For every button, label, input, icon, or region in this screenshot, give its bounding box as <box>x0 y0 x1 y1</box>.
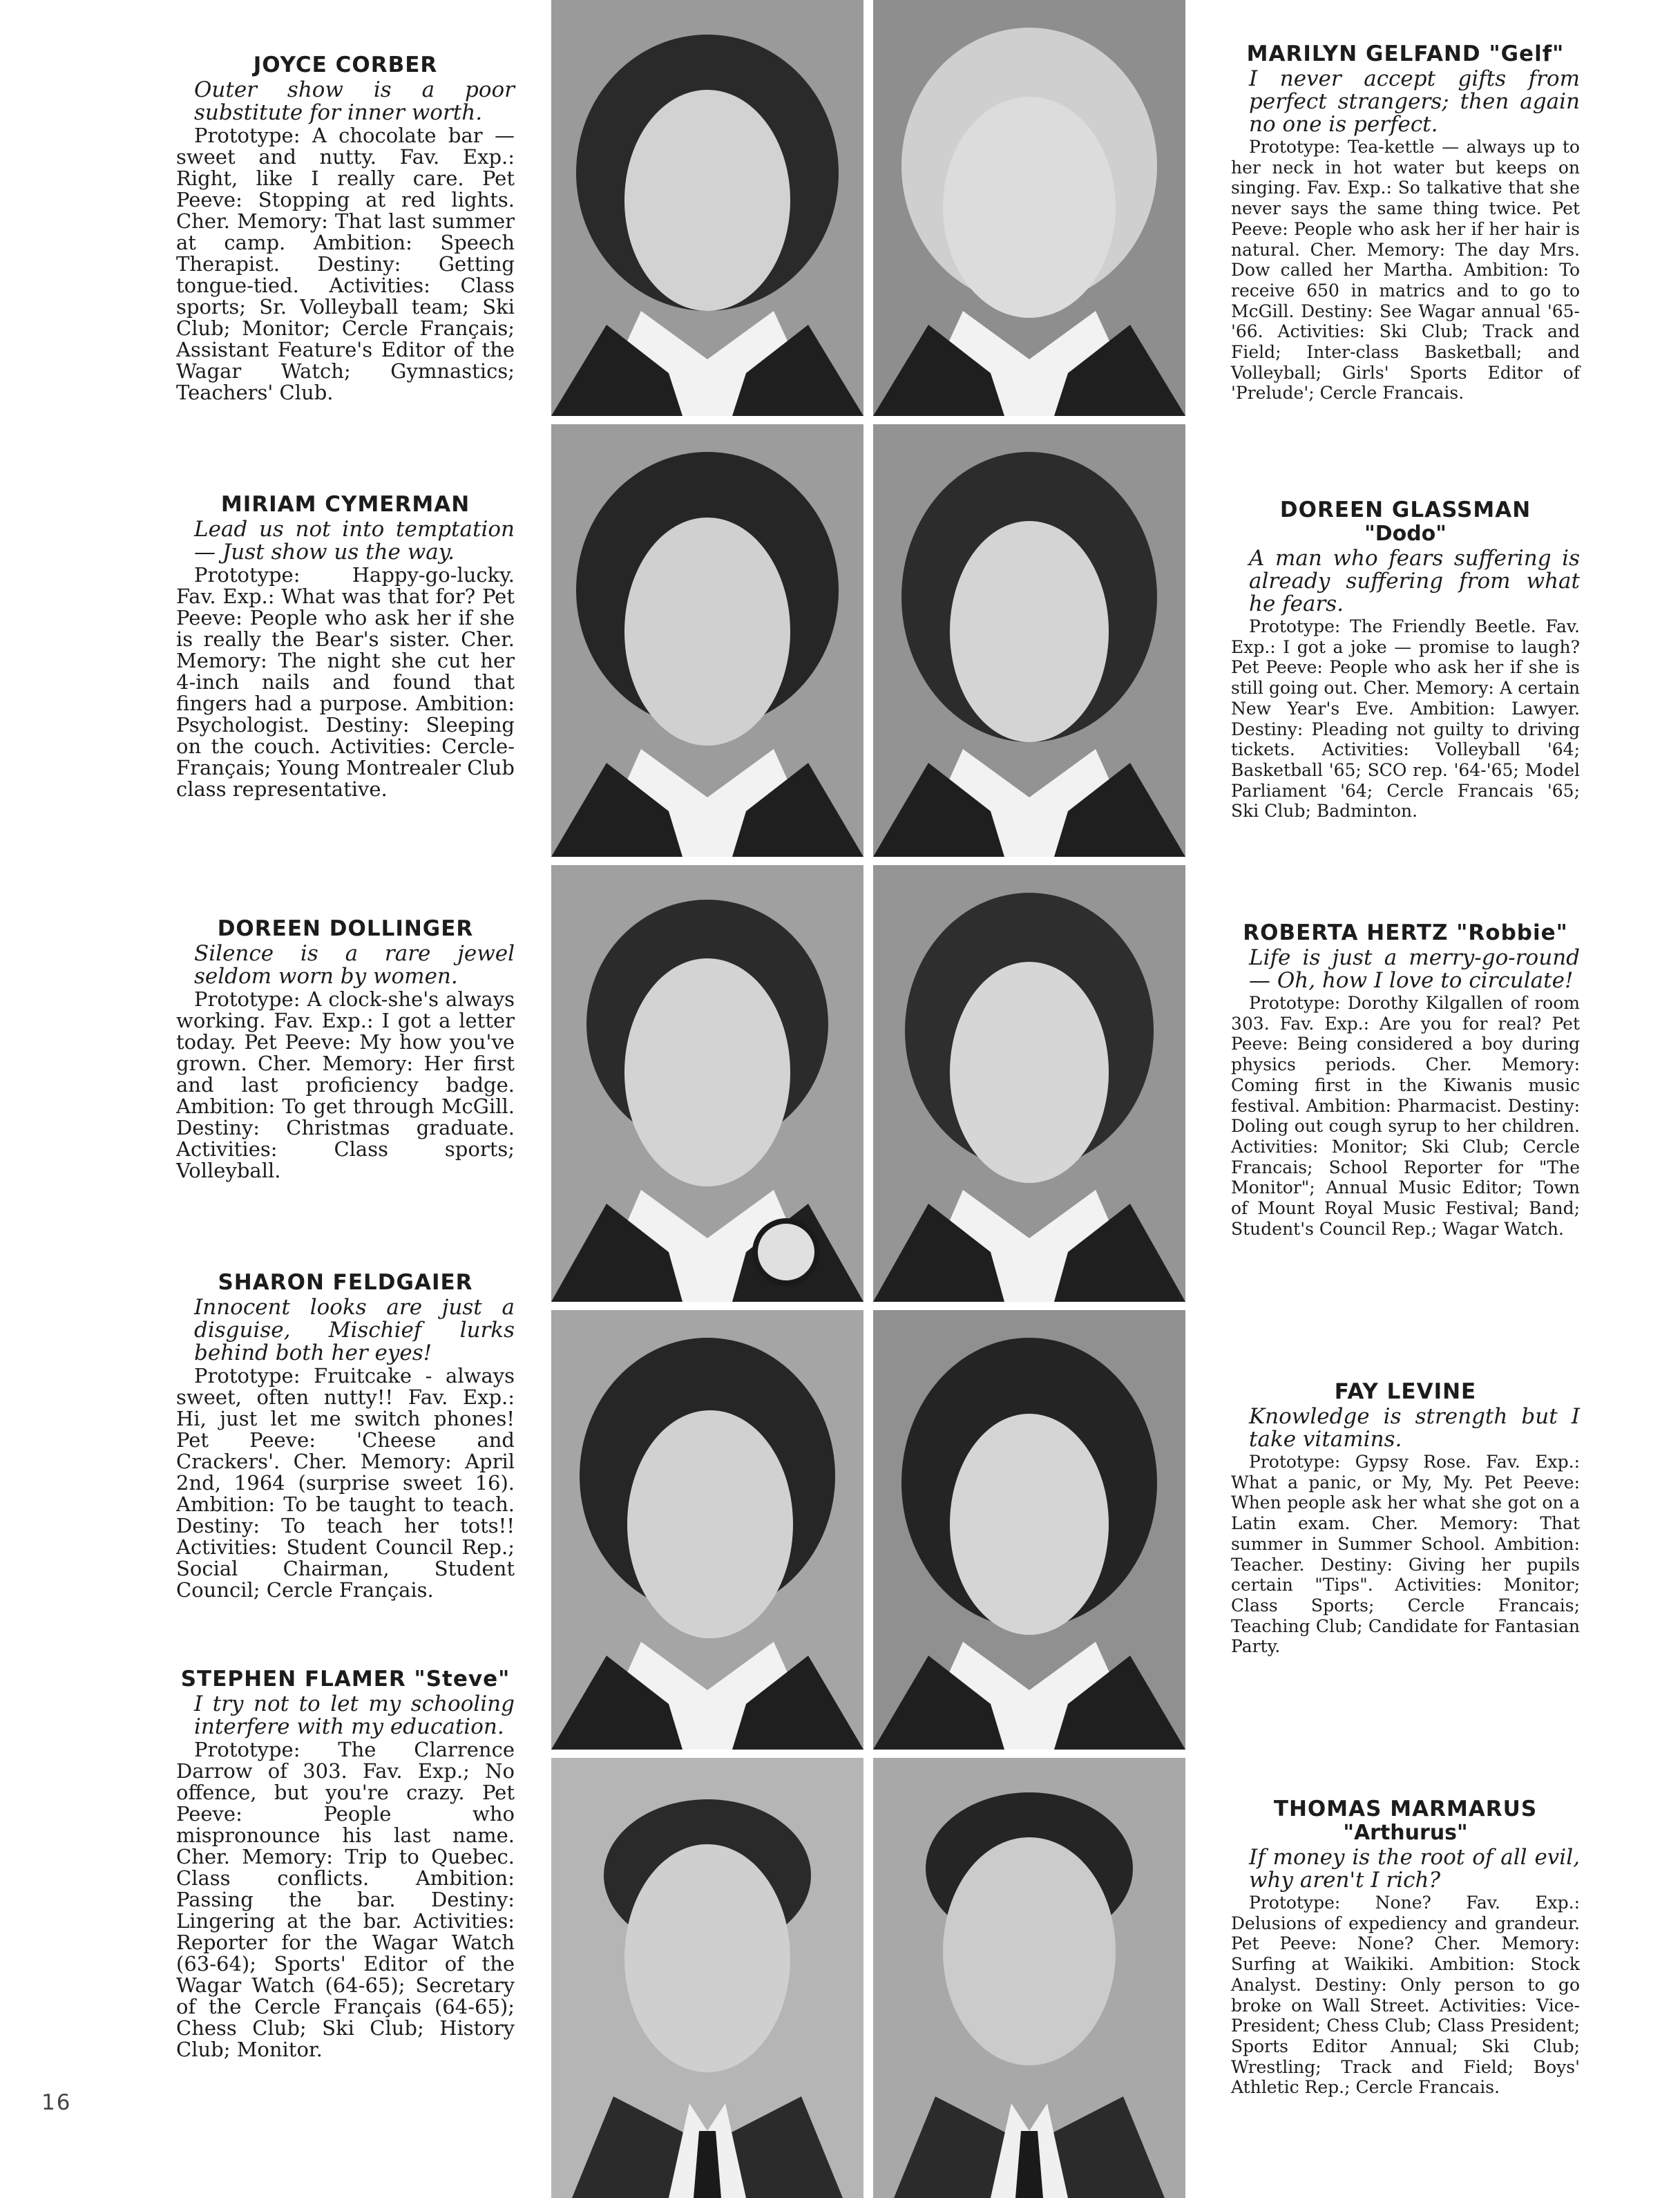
portrait-photo <box>551 424 863 857</box>
portrait-image <box>873 1758 1185 2198</box>
student-name: THOMAS MARMARUS <box>1273 1797 1538 1821</box>
student-quote: I never accept gifts from perfect strangers; then again no one is perfect. <box>1249 66 1580 137</box>
entry-fay-levine <box>1231 1379 1580 1657</box>
page-number: 16 <box>41 2090 72 2115</box>
portrait-photo <box>873 865 1185 1302</box>
portrait-photo <box>551 865 863 1302</box>
student-bio: Prototype: A clock-she's always working. Fav. Exp.: I got a letter today. Pet Peeve: My how you've grown. Cher. Memory: Her first and last proficiency badge. Ambition: To get through McGill. Destiny: Christmas graduate. Activities: Class sports; Volleyball. <box>176 987 515 1182</box>
entry-joyce-corber <box>176 53 515 404</box>
student-name: MARILYN GELFAND "Gelf" <box>1246 41 1565 66</box>
portrait-photo <box>873 1758 1185 2198</box>
student-quote: Silence is a rare jewel seldom worn by women. <box>194 941 515 989</box>
student-bio: Prototype: Fruitcake - always sweet, often nutty!! Fav. Exp.: Hi, just let me switch phones! Pet Peeve: 'Cheese and Crackers'. Cher. Memory: April 2nd, 1964 (surprise sweet 16). Ambition: To be taught to teach. Destiny: To teach her tots!! Activities: Student Council Rep.; Social Chairman, Student Council; Cercle Français. <box>176 1364 515 1602</box>
portrait-photo <box>873 424 1185 857</box>
student-bio: Prototype: Tea-kettle — always up to her neck in hot water but keeps on singing. Fav. Exp.: So talkative that she never says the same thing twice. Pet Peeve: People who ask her if her hair is natural. Cher. Memory: The day Mrs. Dow called her Martha. Ambition: To receive 650 in matrics and to go to McGill. Destiny: See Wagar annual '65-'66. Activities: Ski Club; Track and Field; Inter-class Basketball; and Volleyball; Girls' Sports Editor of 'Prelude'; Cercle Francais. <box>1231 137 1580 404</box>
entry-doreen-dollinger <box>176 916 515 1182</box>
portrait-photo <box>551 1758 863 2198</box>
student-quote: I try not to let my schooling interfere with my education. <box>194 1692 515 1739</box>
entry-thomas-marmarus <box>1231 1797 1580 2098</box>
student-bio: Prototype: Gypsy Rose. Fav. Exp.: What a panic, or My, My. Pet Peeve: When people ask her what she got on a Latin exam. Cher. Memory: That summer in Summer School. Ambition: Teacher. Destiny: Giving her pupils certain "Tips". Activities: Monitor; Class Sports; Cercle Francais; Teaching Club; Candidate for Fantasian Party. <box>1231 1452 1580 1657</box>
student-quote: If money is the root of all evil, why aren't I rich? <box>1249 1845 1580 1893</box>
student-name: STEPHEN FLAMER "Steve" <box>180 1667 510 1692</box>
portrait-image <box>551 0 863 416</box>
entry-stephen-flamer <box>176 1667 515 2060</box>
portrait-image <box>873 424 1185 857</box>
portrait-photo <box>873 1310 1185 1750</box>
portrait-image <box>873 0 1185 416</box>
student-bio: Prototype: Happy-go-lucky. Fav. Exp.: What was that for? Pet Peeve: People who ask her if she is really the Bear's sister. Cher. Memory: The night she cut her 4-inch nails and found that fingers had a purpose. Ambition: Psychologist. Destiny: Sleeping on the couch. Activities: Cercle-Français; Young Montrealer Club class representative. <box>176 563 515 801</box>
portrait-photo <box>873 0 1185 416</box>
student-name: ROBERTA HERTZ "Robbie" <box>1243 920 1568 945</box>
student-name: MIRIAM CYMERMAN <box>220 492 470 517</box>
student-bio: Prototype: Dorothy Kilgallen of room 303. Fav. Exp.: Are you for real? Pet Peeve: Being considered a boy during physics periods. Cher. Memory: Coming first in the Kiwanis music festival. Ambition: Pharmacist. Destiny: Doling out cough syrup to her children. Activities: Monitor; Ski Club; Cercle Francais; School Reporter for "The Monitor"; Annual Music Editor; Town of Mount Royal Music Festival; Band; Student's Council Rep.; Wagar Watch. <box>1231 993 1580 1239</box>
portrait-image <box>551 424 863 857</box>
entry-roberta-hertz <box>1231 920 1580 1239</box>
student-name: FAY LEVINE <box>1334 1379 1477 1404</box>
student-name: JOYCE CORBER <box>253 53 438 77</box>
portrait-image <box>551 1310 863 1750</box>
portrait-photo <box>551 0 863 416</box>
student-bio: Prototype: The Friendly Beetle. Fav. Exp.: I got a joke — promise to laugh? Pet Peeve: People who ask her if she is still going out. Cher. Memory: A certain New Year's Eve. Ambition: Lawyer. Destiny: Pleading not guilty to driving tickets. Activities: Volleyball '64; Basketball '65; SCO rep. '64-'65; Model Parliament '64; Cercle Francais '65; Ski Club; Badminton. <box>1231 616 1580 822</box>
entry-miriam-cymerman <box>176 492 515 800</box>
student-name: DOREEN DOLLINGER <box>217 916 474 941</box>
portrait-image <box>873 865 1185 1302</box>
student-bio: Prototype: The Clarrence Darrow of 303. Fav. Exp.; No offence, but you're crazy. Pet Peeve: People who mispronounce his last name. Cher. Memory: Trip to Quebec. Class conflicts. Ambition: Passing the bar. Destiny: Lingering at the bar. Activities: Reporter for the Wagar Watch (63-64); Sports' Editor of the Wagar Watch (64-65); Secretary of the Cercle Français (64-65); Chess Club; Ski Club; History Club; Monitor. <box>176 1738 515 2061</box>
portrait-image <box>873 1310 1185 1750</box>
student-name: DOREEN GLASSMAN <box>1279 498 1531 522</box>
student-quote: Lead us not into temptation — Just show us the way. <box>194 517 515 565</box>
student-quote: A man who fears suffering is already suffering from what he fears. <box>1249 546 1580 616</box>
student-nickname: "Dodo" <box>1364 522 1447 546</box>
portrait-image <box>551 1758 863 2198</box>
entry-marilyn-gelfand <box>1231 41 1580 404</box>
student-quote: Innocent looks are just a disguise, Mischief lurks behind both her eyes! <box>194 1295 515 1365</box>
student-nickname: "Arthurus" <box>1343 1821 1468 1845</box>
student-bio: Prototype: None? Fav. Exp.: Delusions of expediency and grandeur. Pet Peeve: None? Cher. Memory: Surfing at Waikiki. Ambition: Stock Analyst. Destiny: Only person to go broke on Wall Street. Activities: Vice-President; Chess Club; Class President; Sports Editor Annual; Ski Club; Wrestling; Track and Field; Boys' Athletic Rep.; Cercle Francais. <box>1231 1893 1580 2098</box>
student-quote: Knowledge is strength but I take vitamins. <box>1249 1404 1580 1452</box>
student-bio: Prototype: A chocolate bar — sweet and nutty. Fav. Exp.: Right, like I really care. Pet Peeve: Stopping at red lights. Cher. Memory: That last summer at camp. Ambition: Speech Therapist. Destiny: Getting tongue-tied. Activities: Class sports; Sr. Volleyball team; Ski Club; Monitor; Cercle Français; Assistant Feature's Editor of the Wagar Watch; Gymnastics; Teachers' Club. <box>176 124 515 404</box>
portrait-image <box>551 865 863 1302</box>
student-name: SHARON FELDGAIER <box>218 1270 473 1295</box>
student-quote: Life is just a merry-go-round — Oh, how I love to circulate! <box>1249 945 1580 993</box>
entry-doreen-glassman <box>1231 498 1580 822</box>
portrait-photo <box>551 1310 863 1750</box>
student-quote: Outer show is a poor substitute for inner worth. <box>194 77 515 125</box>
entry-sharon-feldgaier <box>176 1270 515 1601</box>
